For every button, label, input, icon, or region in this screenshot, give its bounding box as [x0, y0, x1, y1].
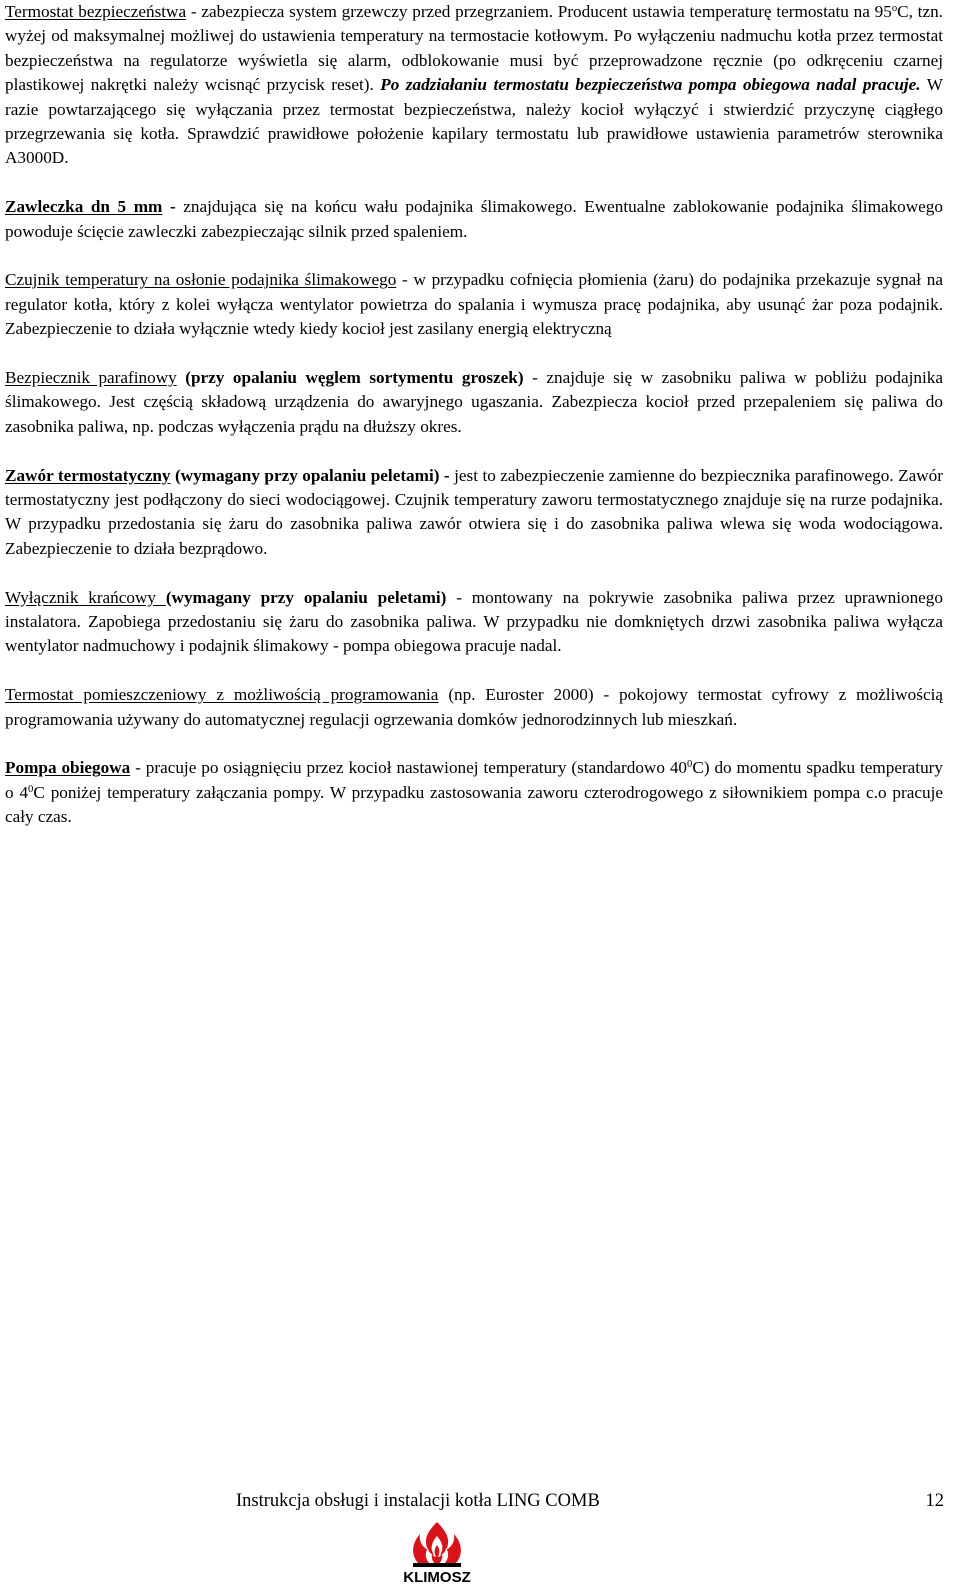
text: W razie powtarzającego się wyłączania przez termostat bezpieczeństwa, należy kocioł wyłączyć i stwierdzić przyczynę ciągłego przegrzewania się kotła. Sprawdzić prawidłowe położenie kapilary termostatu lub prawidłowe ustawienia parametrów sterownika A3000D. — [5, 75, 943, 168]
section-zawor-termostatyczny — [5, 464, 943, 562]
section-czujnik-temperatury — [5, 268, 943, 341]
text: znajdująca się na końcu wału podajnika ślimakowego. Ewentualne zablokowanie podajnika ślimakowego powoduje ścięcie zawleczki zabezpieczając silnik przed spaleniem. — [5, 197, 943, 241]
heading-pompa-obiegowa: Pompa obiegowa — [5, 758, 131, 778]
bold-note: (wymagany przy opalaniu peletami) - — [170, 465, 455, 485]
bold-note: (wymagany przy opalaniu peletami) — [165, 587, 447, 607]
heading-bezpiecznik-parafinowy: Bezpiecznik parafinowy — [5, 368, 177, 388]
dash: - — [162, 197, 184, 217]
text: (np. Euroster 2000) - pokojowy termostat cyfrowy z możliwością programowania używany do automatycznej regulacji ogrzewania domków jednorodzinnych lub mieszkań. — [5, 685, 943, 729]
section-bezpiecznik-parafinowy — [5, 366, 943, 439]
section-pompa-obiegowa — [5, 756, 943, 829]
text: - zabezpiecza system grzewczy przed przegrzaniem. Producent ustawia temperaturę termostatu na 95 — [186, 2, 892, 21]
text: C, tzn. wyżej od maksymalnej możliwej do ustawienia temperatury na termostacie kotłowym. Po wyłączeniu nadmuchu kotła przez termostat bezpieczeństwa na regulatorze wyświetla się alarm, odblokowanie musi być przeprowadzone ręcznie (po odkręceniu czarnej plastikowej nakrętki należy wcisnąć przycisk reset). — [5, 2, 943, 95]
bold-note: (przy opalaniu węglem sortymentu groszek) — [176, 368, 524, 388]
flame-logo-icon — [413, 1522, 461, 1567]
footer-title: Instrukcja obsługi i instalacji kotła LING COMB — [236, 1491, 600, 1511]
section-termostat-pomieszczeniowy — [5, 683, 943, 732]
heading-zawleczka: Zawleczka dn 5 mm — [5, 197, 163, 217]
text: C) do momentu spadku temperatury o 4 — [5, 758, 943, 802]
section-zawleczka — [5, 195, 943, 244]
section-termostat-bezpieczenstwa — [5, 0, 943, 171]
heading-termostat-pomieszczeniowy: Termostat pomieszczeniowy z możliwością programowania — [5, 685, 439, 705]
emphasis-note: Po zadziałaniu termostatu bezpieczeństwa pompa obiegowa nadal pracuje. — [380, 75, 921, 95]
text: - montowany na pokrywie zasobnika paliwa przez uprawnionego instalatora. Zapobiega przedostaniu się żaru do zasobnika paliwa. W przypadku nie domkniętych drzwi zasobnika paliwa wyłącza wentylator nadmuchowy i podajnik ślimakowy - pompa obiegowa pracuje nadal. — [5, 587, 943, 656]
heading-czujnik-temperatury: Czujnik temperatury na osłonie podajnika ślimakowego — [5, 270, 397, 290]
heading-zawor-termostatyczny: Zawór termostatyczny — [5, 465, 171, 485]
degree-symbol: 0 — [687, 759, 693, 771]
document-body — [5, 0, 943, 854]
degree-symbol: o — [891, 3, 898, 15]
klimosz-logo — [391, 1518, 483, 1586]
logo-text: KLIMOSZ — [403, 1569, 471, 1586]
text: C poniżej temperatury załączania pompy. W przypadku zastosowania zaworu czterodrogowego z siłownikiem pompa c.o pracuje cały czas. — [5, 782, 944, 827]
section-wylacznik-krancowy — [5, 586, 943, 659]
page-number: 12 — [925, 1491, 944, 1511]
text: - pracuje po osiągnięciu przez kocioł nastawionej temperatury (standardowo 40 — [130, 758, 688, 778]
text: jest to zabezpieczenie zamienne do bezpiecznika parafinowego. Zawór termostatyczny jest podłączony do sieci wodociągowej. Czujnik temperatury zaworu termostatycznego znajduje się na rurze podajnika. W przypadku przedostania się żaru do zasobnika paliwa zawór otwiera się i do zasobnika paliwa wlewa się woda wodociągowa. Zabezpieczenie to działa bezprądowo. — [5, 465, 943, 558]
heading-wylacznik-krancowy: Wyłącznik krańcowy — [5, 587, 166, 607]
degree-symbol: 0 — [28, 784, 34, 796]
text: - znajduje się w zasobniku paliwa w pobliżu podajnika ślimakowego. Jest częścią składową urządzenia do awaryjnego ugaszania. Zabezpiecza kocioł przed przepaleniem się paliwa do zasobnika paliwa, np. podczas wyłączenia prądu na dłuższy okres. — [5, 368, 943, 436]
heading-termostat-bezpieczenstwa: Termostat bezpieczeństwa — [5, 2, 187, 21]
text: - w przypadku cofnięcia płomienia (żaru) do podajnika przekazuje sygnał na regulator kotła, który z kolei wyłącza wentylator powietrza do spalania i wymusza pracę podajnika, aby usunąć żar poza podajnik. Zabezpieczenie to działa wyłącznie wtedy kiedy kocioł jest zasilany energią elektryczną — [5, 270, 943, 339]
